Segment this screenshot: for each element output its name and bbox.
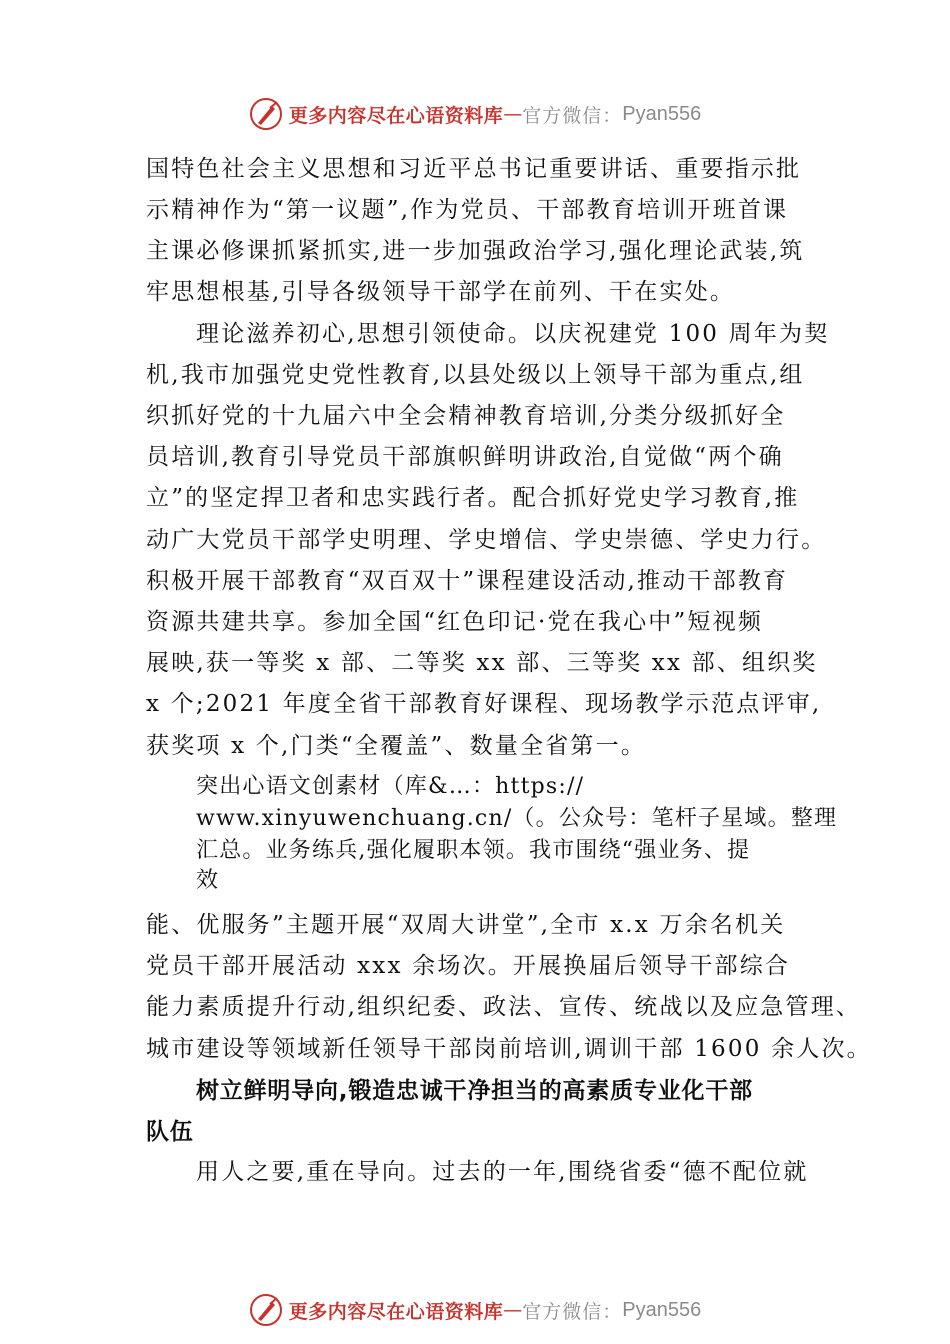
body-line: 能力素质提升行动,组织纪委、政法、宣传、统战以及应急管理、 <box>146 994 862 1020</box>
banner-label: 官方微信： <box>522 1300 623 1323</box>
body-line: 动广大党员干部学史明理、学史增信、学史崇德、学史力行。 <box>146 527 827 553</box>
quill-logo-icon <box>249 97 283 131</box>
body-line: 获奖项 x 个,门类“全覆盖”、数量全省第一。 <box>146 733 647 759</box>
body-line: 机,我市加强党史党性教育,以县处级以上领导干部为重点,组 <box>146 362 805 388</box>
body-line: 牢思想根基,引导各级领导干部学在前列、干在实处。 <box>146 279 736 305</box>
body-line: 积极开展干部教育“双百双十”课程建设活动,推动干部教育 <box>146 568 789 594</box>
body-line: 城市建设等领域新任领导干部岗前培训,调训干部 1600 余人次。 <box>146 1036 872 1062</box>
footer-watermark <box>0 1290 950 1330</box>
body-line: 党员干部开展活动 xxx 余场次。开展换届后领导干部综合 <box>146 953 791 979</box>
banner-dash: — <box>503 1299 523 1321</box>
banner-title: 更多内容尽在心语资料库 <box>288 104 504 127</box>
quill-logo-icon <box>249 1293 283 1327</box>
body-line: 能、优服务”主题开展“双周大讲堂”,全市 x.x 万余名机关 <box>146 912 786 938</box>
banner-account: Pyan556 <box>622 102 702 125</box>
body-line: 用人之要,重在导向。过去的一年,围绕省委“德不配位就 <box>196 1159 809 1185</box>
section-heading: 树立鲜明导向,锻造忠诚干净担当的高素质专业化干部 <box>196 1078 753 1104</box>
body-line: 资源共建共享。参加全国“红色印记·党在我心中”短视频 <box>146 609 764 635</box>
banner-dash: — <box>503 103 523 125</box>
banner-account: Pyan556 <box>622 1298 702 1321</box>
body-line: 主课必修课抓紧抓实,进一步加强政治学习,强化理论武装,筑 <box>146 238 805 264</box>
section-heading-cont: 队伍 <box>146 1119 194 1145</box>
body-line: 突出心语文创素材（库&…：https:// <box>196 774 585 799</box>
body-line: www.xinyuwenchuang.cn/（。公众号：笔杆子星域。整理 <box>196 806 838 831</box>
body-line: 效 <box>196 868 220 893</box>
banner-title: 更多内容尽在心语资料库 <box>288 1300 504 1323</box>
banner-label: 官方微信： <box>522 104 623 127</box>
body-line: 示精神作为“第一议题”,作为党员、干部教育培训开班首课 <box>146 197 789 223</box>
body-line: x 个;2021 年度全省干部教育好课程、现场教学示范点评审, <box>146 691 822 717</box>
header-watermark <box>0 94 950 134</box>
body-line: 员培训,教育引导党员干部旗帜鲜明讲政治,自觉做“两个确 <box>146 444 784 470</box>
body-line: 国特色社会主义思想和习近平总书记重要讲话、重要指示批 <box>146 156 802 182</box>
body-line: 展映,获一等奖 x 部、二等奖 xx 部、三等奖 xx 部、组织奖 <box>146 650 818 676</box>
body-line: 理论滋养初心,思想引领使命。以庆祝建党 100 周年为契 <box>196 321 830 347</box>
body-line: 汇总。业务练兵,强化履职本领。我市围绕“强业务、提 <box>196 838 751 863</box>
body-line: 立”的坚定捍卫者和忠实践行者。配合抓好党史学习教育,推 <box>146 485 800 511</box>
body-line: 织抓好党的十九届六中全会精神教育培训,分类分级抓好全 <box>146 403 786 429</box>
